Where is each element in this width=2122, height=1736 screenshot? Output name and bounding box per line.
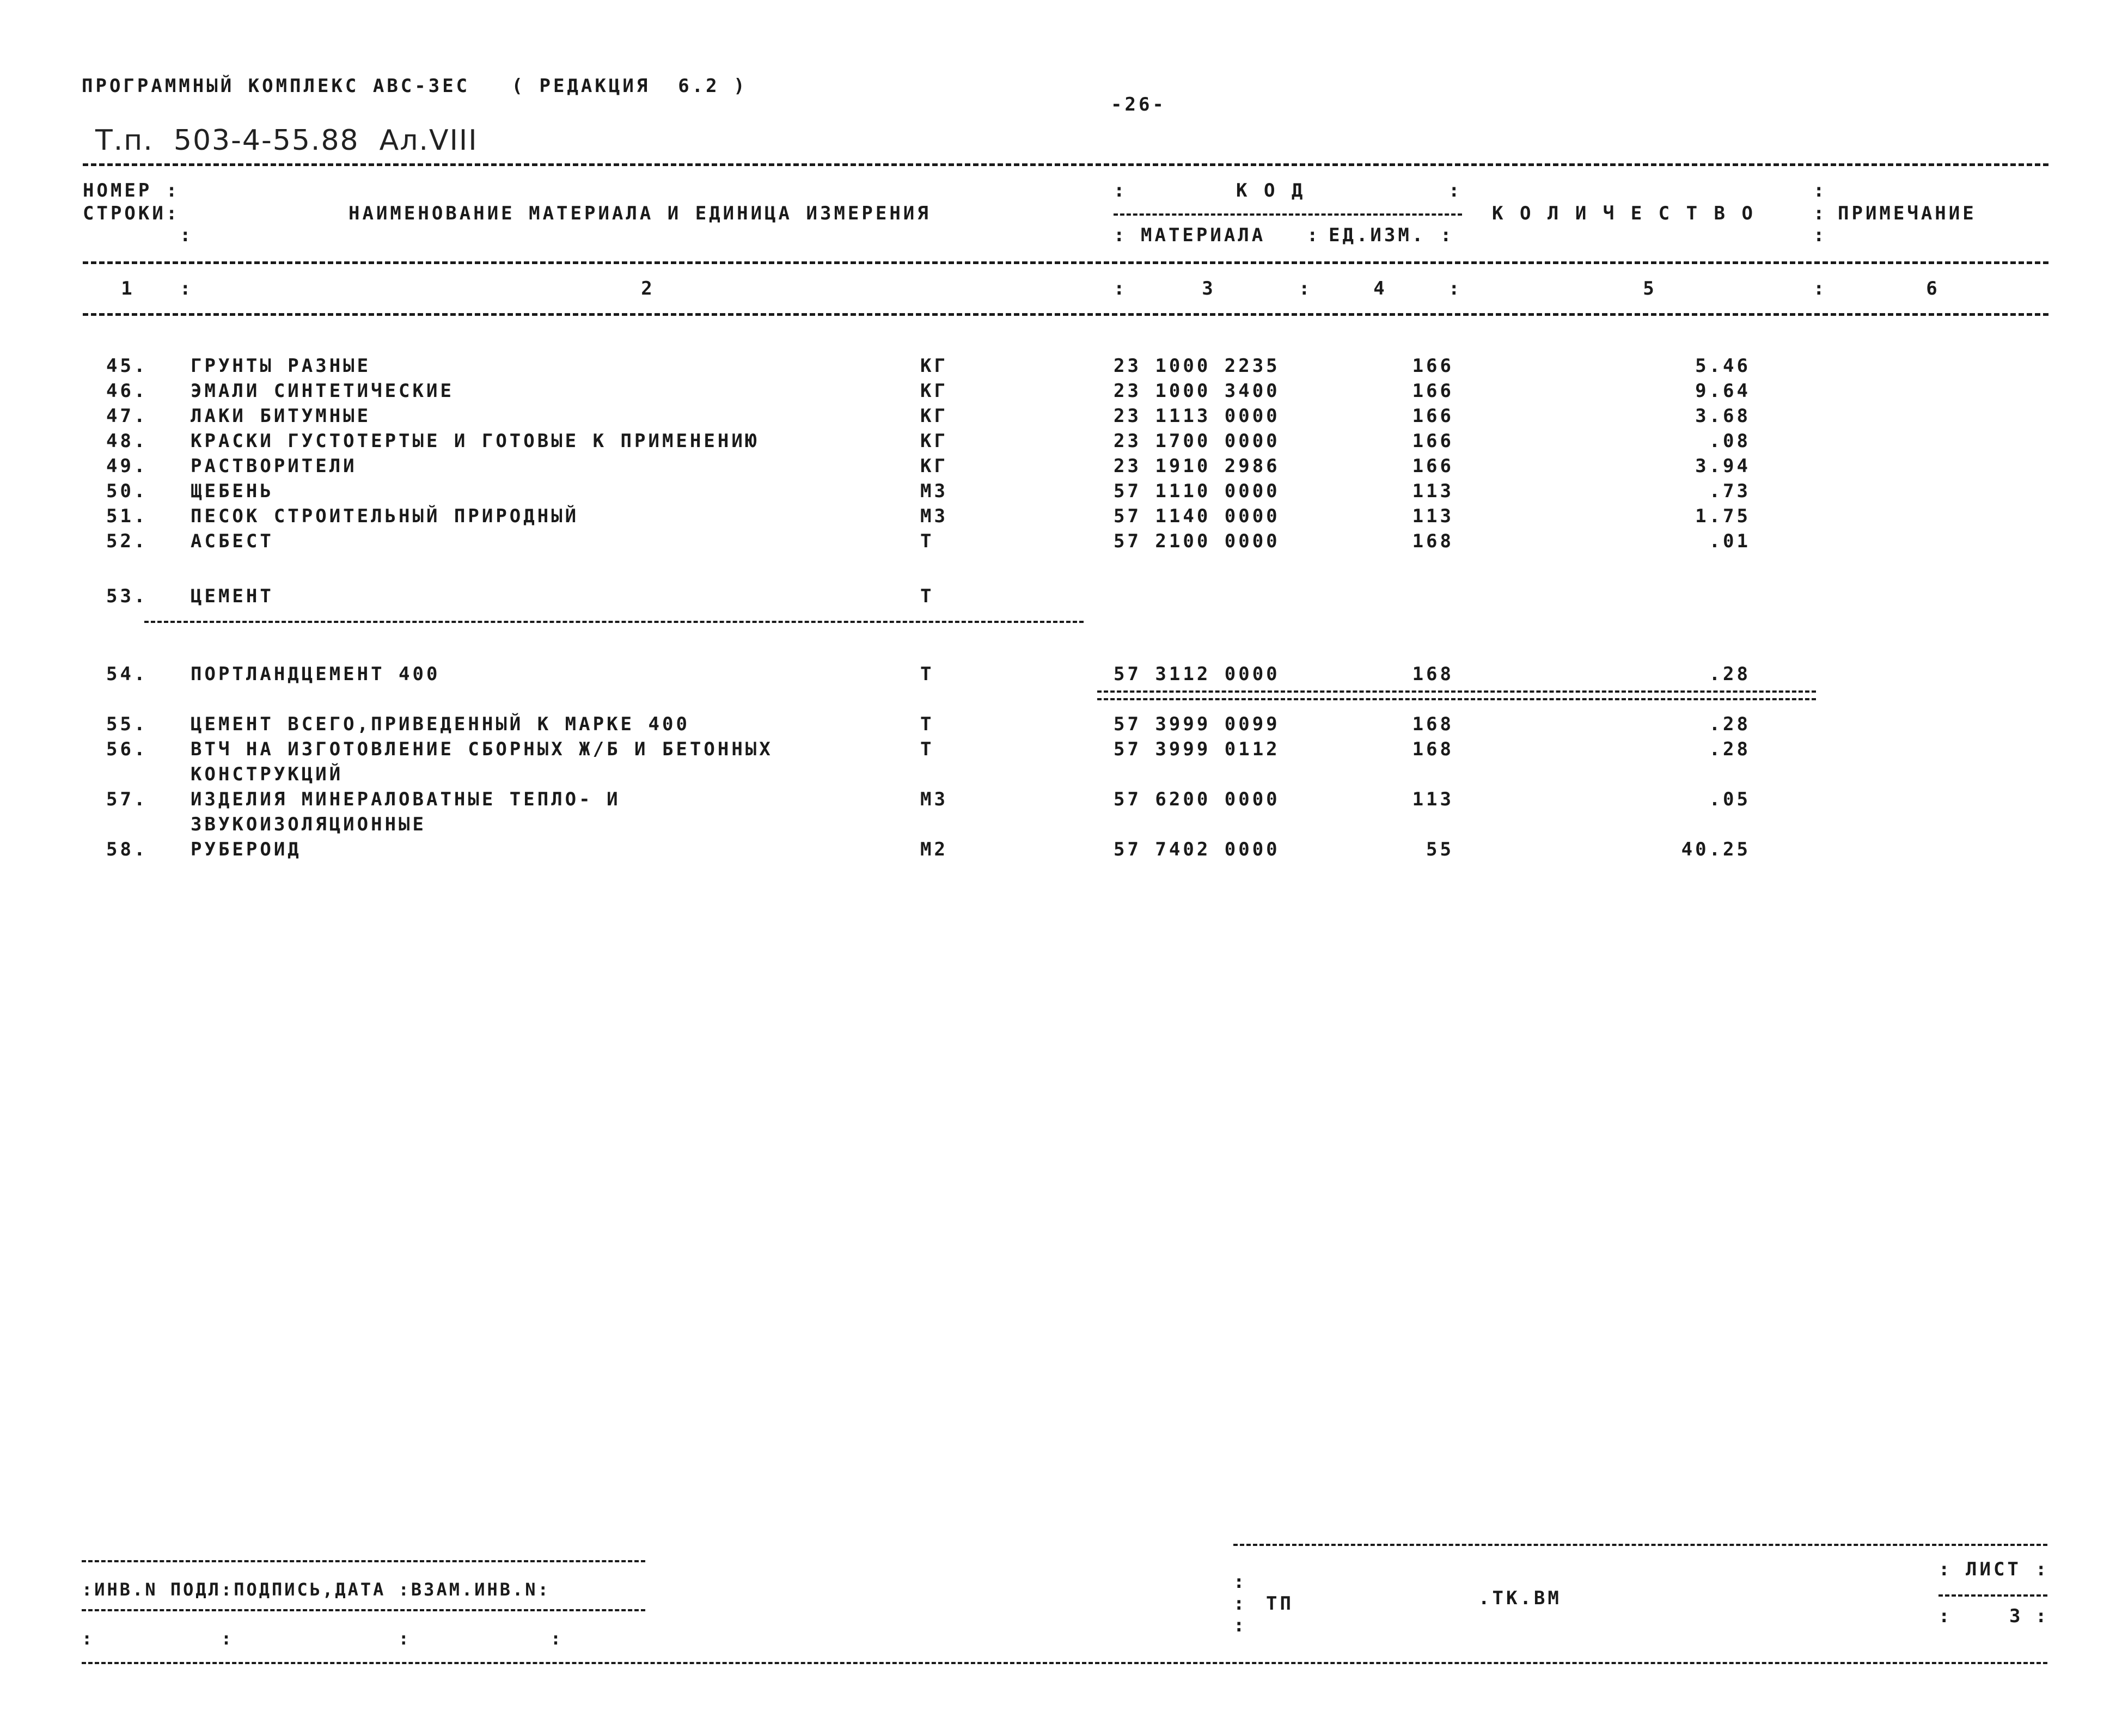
colnum-sep-2: : <box>1114 278 1128 299</box>
row-50-code: 57 1110 0000 <box>1114 480 1280 502</box>
colnum-sep-3: : <box>1299 278 1313 299</box>
colnum-2: 2 <box>641 278 655 299</box>
row-53-name: ЦЕМЕНТ <box>191 585 274 607</box>
row-56-name: ВТЧ НА ИЗГОТОВЛЕНИЕ СБОРНЫХ Ж/Б И БЕТОННЫХ <box>191 738 773 760</box>
subtotal-double-rule <box>1097 690 1816 700</box>
row-58-unit: М2 <box>920 839 948 860</box>
row-48-name: КРАСКИ ГУСТОТЕРТЫЕ И ГОТОВЫЕ К ПРИМЕНЕНИЮ <box>191 430 760 452</box>
row-51-qty: 1.75 <box>1695 505 1751 527</box>
stamp-header: :ИНВ.N ПОДЛ:ПОДПИСЬ,ДАТА :ВЗАМ.ИНВ.N: <box>82 1579 551 1600</box>
row-57-name: ИЗДЕЛИЯ МИНЕРАЛОВАТНЫЕ ТЕПЛО- И <box>191 788 621 810</box>
col5-header: К О Л И Ч Е С Т В О <box>1492 203 1756 224</box>
row-52-num: 52. <box>106 530 148 552</box>
row-45-name: ГРУНТЫ РАЗНЫЕ <box>191 355 371 377</box>
colnum-1: 1 <box>121 278 135 299</box>
row-55-unit: Т <box>920 713 934 735</box>
row-54-qty: .28 <box>1709 663 1751 685</box>
row-48-unit-code: 166 <box>1412 430 1454 452</box>
row-46-code: 23 1000 3400 <box>1114 380 1280 402</box>
row-52-unit: Т <box>920 530 934 552</box>
col6-left-colon-2: : <box>1813 203 1827 224</box>
sheet-num-right-colon: : <box>2035 1605 2050 1627</box>
table-top-rule <box>83 163 2048 166</box>
colnum-sep-4: : <box>1448 278 1463 299</box>
row-51-unit: М3 <box>920 505 948 527</box>
row-47-unit: КГ <box>920 405 948 427</box>
col2-header: НАИМЕНОВАНИЕ МАТЕРИАЛА И ЕДИНИЦА ИЗМЕРЕНИЯ <box>348 203 931 224</box>
row-45-unit-code: 166 <box>1412 355 1454 377</box>
titleblock-colon-3: : <box>1233 1615 1247 1636</box>
row-55-name: ЦЕМЕНТ ВСЕГО,ПРИВЕДЕННЫЙ К МАРКЕ 400 <box>191 713 690 735</box>
row-47-name: ЛАКИ БИТУМНЫЕ <box>191 405 371 427</box>
row-47-num: 47. <box>106 405 148 427</box>
row-46-name: ЭМАЛИ СИНТЕТИЧЕСКИЕ <box>191 380 454 402</box>
row-57-unit-code: 113 <box>1412 788 1454 810</box>
row-45-code: 23 1000 2235 <box>1114 355 1280 377</box>
row-55-unit-code: 168 <box>1412 713 1454 735</box>
sheet-left-colon: : <box>1938 1558 1953 1580</box>
sheet-rule <box>1938 1594 2047 1597</box>
row-51-code: 57 1140 0000 <box>1114 505 1280 527</box>
row-46-num: 46. <box>106 380 148 402</box>
row-52-qty: .01 <box>1709 530 1751 552</box>
col3-left-colon: : <box>1114 224 1128 246</box>
row-48-unit: КГ <box>920 430 948 452</box>
row-47-unit-code: 166 <box>1412 405 1454 427</box>
row-50-num: 50. <box>106 480 148 502</box>
row-57-name-cont: ЗВУКОИЗОЛЯЦИОННЫЕ <box>191 814 426 835</box>
row-50-name: ЩЕБЕНЬ <box>191 480 274 502</box>
row-51-num: 51. <box>106 505 148 527</box>
sheet-num-left-colon: : <box>1938 1605 1953 1627</box>
row-57-code: 57 6200 0000 <box>1114 788 1280 810</box>
titleblock-top-rule <box>1233 1544 2047 1546</box>
row-55-code: 57 3999 0099 <box>1114 713 1280 735</box>
row-56-name-cont: КОНСТРУКЦИЙ <box>191 763 344 785</box>
col4-header: ЕД.ИЗМ. <box>1329 224 1426 246</box>
row-50-qty: .73 <box>1709 480 1751 502</box>
colnum-6: 6 <box>1926 278 1940 299</box>
sheet-number: 3 <box>2009 1605 2023 1627</box>
row-49-code: 23 1910 2986 <box>1114 455 1280 477</box>
code-group-rule <box>1114 213 1462 216</box>
tkvm-label: .ТК.ВМ <box>1478 1587 1562 1609</box>
row-57-qty: .05 <box>1709 788 1751 810</box>
row-46-qty: 9.64 <box>1695 380 1751 402</box>
row-53-unit: Т <box>920 585 934 607</box>
row-52-code: 57 2100 0000 <box>1114 530 1280 552</box>
row-54-name: ПОРТЛАНДЦЕМЕНТ 400 <box>191 663 441 685</box>
row-56-qty: .28 <box>1709 738 1751 760</box>
row-56-unit: Т <box>920 738 934 760</box>
row-53-num: 53. <box>106 585 148 607</box>
colnum-sep-1: : <box>180 278 194 299</box>
row-54-unit-code: 168 <box>1412 663 1454 685</box>
row-48-num: 48. <box>106 430 148 452</box>
col1-header-line1: НОМЕР : <box>83 180 180 201</box>
row-48-qty: .08 <box>1709 430 1751 452</box>
colnum-3: 3 <box>1202 278 1216 299</box>
colnum-sep-5: : <box>1813 278 1827 299</box>
col1-header-colon: : <box>180 224 194 246</box>
row-54-code: 57 3112 0000 <box>1114 663 1280 685</box>
footer-bottom-rule <box>82 1662 2047 1664</box>
row-49-unit-code: 166 <box>1412 455 1454 477</box>
page-number: -26- <box>1111 94 1166 115</box>
col6-left-colon-3: : <box>1813 224 1827 246</box>
sheet-label: ЛИСТ <box>1966 1558 2021 1580</box>
row-51-unit-code: 113 <box>1412 505 1454 527</box>
col4-right-colon: : <box>1440 224 1454 246</box>
row-58-qty: 40.25 <box>1681 839 1751 860</box>
colnum-5: 5 <box>1643 278 1657 299</box>
row-55-num: 55. <box>106 713 148 735</box>
row-54-num: 54. <box>106 663 148 685</box>
row-56-unit-code: 168 <box>1412 738 1454 760</box>
col3-col4-colon: : <box>1307 224 1321 246</box>
row-57-unit: М3 <box>920 788 948 810</box>
stamp-top-rule <box>82 1560 645 1562</box>
row-49-name: РАСТВОРИТЕЛИ <box>191 455 357 477</box>
titleblock-colon-1: : <box>1233 1571 1247 1593</box>
header-bottom-rule <box>83 313 2048 316</box>
program-title: ПРОГРАММНЫЙ КОМПЛЕКС АВС-3ЕС ( РЕДАКЦИЯ 6.2 ) <box>82 75 748 97</box>
header-mid-rule <box>83 261 2048 264</box>
col3-header: МАТЕРИАЛА <box>1141 224 1266 246</box>
tp-label: ТП <box>1266 1593 1294 1615</box>
titleblock-colon-2: : <box>1233 1593 1247 1615</box>
row-58-name: РУБЕРОИД <box>191 839 302 860</box>
row-48-code: 23 1700 0000 <box>1114 430 1280 452</box>
row-56-num: 56. <box>106 738 148 760</box>
row-57-num: 57. <box>106 788 148 810</box>
row-56-code: 57 3999 0112 <box>1114 738 1280 760</box>
row-54-unit: Т <box>920 663 934 685</box>
row-49-qty: 3.94 <box>1695 455 1751 477</box>
row-50-unit: М3 <box>920 480 948 502</box>
col1-header-line2: СТРОКИ: <box>83 203 180 224</box>
row-50-unit-code: 113 <box>1412 480 1454 502</box>
project-code: Т.п. 503-4-55.88 Ал.VIII <box>95 124 478 157</box>
row-46-unit: КГ <box>920 380 948 402</box>
code-group-header: К О Д <box>1236 180 1306 201</box>
row-58-num: 58. <box>106 839 148 860</box>
row-58-unit-code: 55 <box>1426 839 1454 860</box>
row-45-unit: КГ <box>920 355 948 377</box>
row-47-code: 23 1113 0000 <box>1114 405 1280 427</box>
sheet-right-colon: : <box>2035 1558 2050 1580</box>
row-58-code: 57 7402 0000 <box>1114 839 1280 860</box>
row-47-qty: 3.68 <box>1695 405 1751 427</box>
row-49-unit: КГ <box>920 455 948 477</box>
row-55-qty: .28 <box>1709 713 1751 735</box>
col6-header: ПРИМЕЧАНИЕ <box>1838 203 1977 224</box>
code-col-left-colon: : <box>1114 180 1128 201</box>
code-col-right-colon: : <box>1448 180 1463 201</box>
stamp-cells: : : : : <box>82 1628 564 1649</box>
row-51-name: ПЕСОК СТРОИТЕЛЬНЫЙ ПРИРОДНЫЙ <box>191 505 579 527</box>
col6-left-colon-1: : <box>1813 180 1827 201</box>
cement-section-rule <box>144 621 1084 623</box>
row-45-num: 45. <box>106 355 148 377</box>
row-45-qty: 5.46 <box>1695 355 1751 377</box>
row-49-num: 49. <box>106 455 148 477</box>
colnum-4: 4 <box>1373 278 1387 299</box>
row-46-unit-code: 166 <box>1412 380 1454 402</box>
row-52-unit-code: 168 <box>1412 530 1454 552</box>
row-52-name: АСБЕСТ <box>191 530 274 552</box>
stamp-mid-rule <box>82 1609 645 1611</box>
